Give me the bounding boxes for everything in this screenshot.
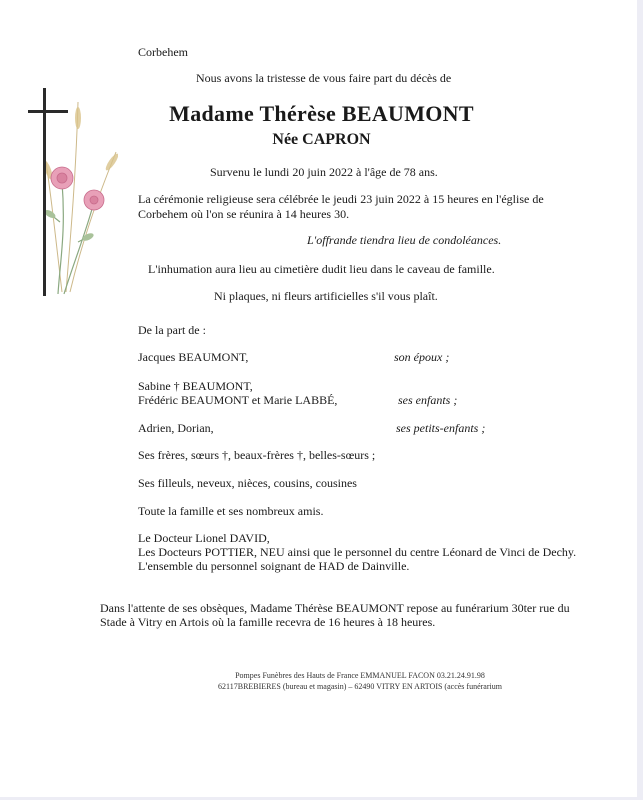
doctor-line-3: L'ensemble du personnel soignant de HAD de Dainville. bbox=[138, 559, 410, 573]
burial-note: L'inhumation aura lieu au cimetière dudit lieu dans le caveau de famille. bbox=[148, 262, 495, 276]
intro-text: Nous avons la tristesse de vous faire part du décès de bbox=[196, 71, 452, 85]
doctor-line-1: Le Docteur Lionel DAVID, bbox=[138, 531, 270, 545]
husband-role: son époux ; bbox=[394, 350, 450, 364]
funeral-home-line-2: Stade à Vitry en Artois où la famille recevra de 16 heures à 18 heures. bbox=[100, 615, 436, 629]
grandchildren-role: ses petits-enfants ; bbox=[396, 421, 486, 435]
ceremony-line-1: La cérémonie religieuse sera célébrée le jeudi 23 juin 2022 à 15 heures en l'église de bbox=[138, 192, 544, 206]
grandchildren-names: Adrien, Dorian, bbox=[138, 421, 214, 435]
doctor-line-2: Les Docteurs POTTIER, NEU ainsi que le personnel du centre Léonard de Vinci de Dechy. bbox=[138, 545, 577, 559]
footer-line-2: 62117BREBIERES (bureau et magasin) – 62490 VITRY EN ARTOIS (accès funérarium bbox=[218, 682, 502, 691]
children-line-2: Frédéric BEAUMONT et Marie LABBÉ, bbox=[138, 393, 338, 407]
from-label: De la part de : bbox=[138, 323, 206, 337]
no-flowers-note: Ni plaques, ni fleurs artificielles s'il vous plaît. bbox=[214, 289, 438, 303]
place: Corbehem bbox=[138, 45, 188, 59]
godchildren-line: Ses filleuls, neveux, nièces, cousins, cousines bbox=[138, 476, 357, 490]
siblings-line: Ses frères, sœurs †, beaux-frères †, belles-sœurs ; bbox=[138, 448, 376, 462]
death-announcement: Survenu le lundi 20 juin 2022 à l'âge de 78 ans. bbox=[210, 165, 438, 179]
children-role: ses enfants ; bbox=[398, 393, 458, 407]
roses bbox=[51, 167, 104, 210]
family-friends-line: Toute la famille et ses nombreux amis. bbox=[138, 504, 324, 518]
children-line-1: Sabine † BEAUMONT, bbox=[138, 379, 253, 393]
husband-name: Jacques BEAUMONT, bbox=[138, 350, 249, 364]
page-right-edge bbox=[637, 0, 643, 800]
funeral-home-line-1: Dans l'attente de ses obsèques, Madame Thérèse BEAUMONT repose au funérarium 30ter rue du bbox=[100, 601, 570, 615]
deceased-name: Madame Thérèse BEAUMONT bbox=[169, 101, 474, 126]
maiden-name: Née CAPRON bbox=[272, 131, 371, 148]
footer-line-1: Pompes Funèbres des Hauts de France EMMANUEL FACON 03.21.24.91.98 bbox=[235, 671, 485, 680]
ceremony-line-2: Corbehem où l'on se réunira à 14 heures 30. bbox=[138, 207, 350, 221]
offering-note: L'offrande tiendra lieu de condoléances. bbox=[307, 233, 502, 247]
